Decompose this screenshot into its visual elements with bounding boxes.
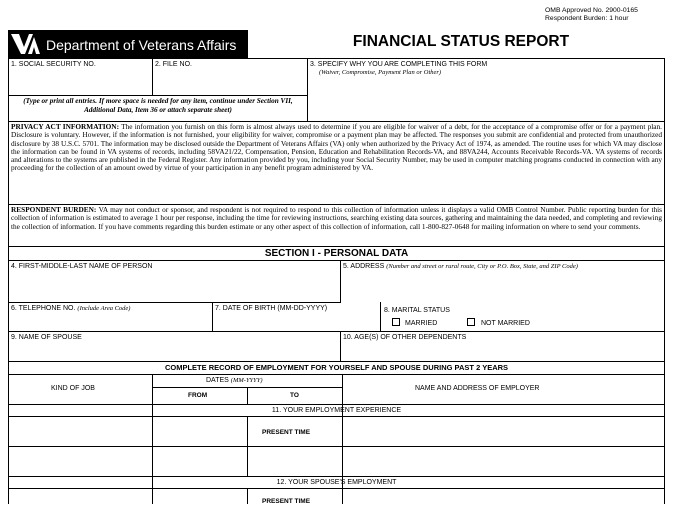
address-label-text: 5. ADDRESS [343,263,385,270]
reason-hint: (Waiver, Compromise, Payment Plan or Other) [319,69,442,76]
address-hint: (Number and street or rural route, City or P.O. Box, State, and ZIP Code) [386,263,578,270]
file-number-field[interactable] [153,70,306,94]
date-of-birth-label: 7. DATE OF BIRTH (MM-DD-YYYY) [215,305,328,312]
dependents-ages-field[interactable] [341,343,664,360]
present-time-label-1: PRESENT TIME [262,429,311,436]
dates-header [206,377,263,385]
employment-heading: COMPLETE RECORD OF EMPLOYMENT FOR YOURSELF AND SPOUSE DURING PAST 2 YEARS [164,363,509,372]
your-employment-row-2[interactable] [9,447,664,475]
privacy-act-paragraph [11,123,662,202]
to-header: TO [290,392,299,399]
not-married-label: NOT MARRIED [481,320,530,327]
spouse-employment-row-1[interactable] [9,489,664,504]
not-married-checkbox[interactable] [467,318,475,326]
file-number-label: 2. FILE NO. [155,61,192,68]
your-employment-heading: 11. YOUR EMPLOYMENT EXPERIENCE [271,407,402,414]
form-title: FINANCIAL STATUS REPORT [352,33,570,50]
telephone-field[interactable] [9,314,211,330]
instructions-note: (Type or print all entries. If more space is needed for any item, continue under Section VII, Additional Data, Item 36 or attach separate sheet) [23,97,293,114]
privacy-heading: PRIVACY ACT INFORMATION: [11,123,120,131]
full-name-label: 4. FIRST-MIDDLE-LAST NAME OF PERSON [11,263,153,270]
telephone-hint: (Include Area Code) [77,305,131,312]
kind-of-job-header: KIND OF JOB [51,385,95,392]
date-of-birth-field[interactable] [213,314,379,330]
burden-heading: RESPONDENT BURDEN: [11,206,97,214]
section-title: SECTION I - PERSONAL DATA [264,248,409,259]
marital-status-label: 8. MARITAL STATUS [384,307,450,314]
va-logo [9,31,45,57]
respondent-burden-paragraph [11,206,662,246]
ssn-label: 1. SOCIAL SECURITY NO. [11,61,96,68]
address-field[interactable] [341,272,664,301]
reason-field[interactable] [308,78,664,120]
full-name-field[interactable] [9,272,339,301]
ssn-field[interactable] [9,70,151,94]
telephone-label [11,305,130,313]
present-time-label-2: PRESENT TIME [262,498,311,505]
your-employment-row-1[interactable] [9,417,664,445]
dates-hint: (MM-YYYY) [230,377,263,384]
agency-name: Department of Veterans Affairs [46,37,237,53]
dependents-ages-label: 10. AGE(S) OF OTHER DEPENDENTS [343,334,467,341]
privacy-text: The information you furnish on this form is almost always used to determine if you are eligible for waiver of a debt, for the acceptance of a compromise offer or for a payment plan. Disclosure is voluntary. However, if the information is not furnished, your eligibility for waiver, compromise or a payment plan may be affected. The responses you submit are confidential and protected from unauthorized disclosure by 38 U.S.C. 5701. The information may be disclosed outside the Department of Veterans Affairs (VA) only when authorized by the Privacy Act of 1974, as amended. The routine uses for which VA may disclose the information can be found in VA systems of records, including 58VA21/22, Compensation, Pension, Education and Rehabilitation Records-VA, and 88VA244, Accounts Receivable Records-VA. VA systems of records and alterations to the systems are published in the Federal Register. Any information provided by you, including your Social Security Number, may be used in computer matching programs conducted in connection with any proceeding for the collection of an amount owed by virtue of your participation in any benefit program administered by VA. [11,123,662,173]
married-label: MARRIED [405,320,438,327]
spouse-name-label: 9. NAME OF SPOUSE [11,334,82,341]
telephone-label-text: 6. TELEPHONE NO. [11,305,76,312]
spouse-name-field[interactable] [9,343,339,360]
from-header: FROM [188,392,208,399]
respondent-burden-note: Respondent Burden: 1 hour [545,15,629,22]
omb-approval-number: OMB Approved No. 2900-0165 [545,7,638,14]
dates-header-text: DATES [206,377,229,384]
employer-name-address-header: NAME AND ADDRESS OF EMPLOYER [415,385,540,392]
burden-text: VA may not conduct or sponsor, and respondent is not required to respond to this collection of information unless it displays a valid OMB Control Number. Public reporting burden for this collection of information is estimated to average 1 hour per response, including the time for reviewing instructions, searching existing data sources, gathering and maintaining the data needed, and completing and reviewing the collection of information. If you have comments regarding this burden estimate or any other aspect of this collection of information, call 1-800-827-0648 for mailing information on where to send your comments. [11,206,662,231]
reason-label: 3. SPECIFY WHY YOU ARE COMPLETING THIS FORM [310,61,488,68]
address-label [343,263,578,271]
spouse-employment-heading: 12. YOUR SPOUSE'S EMPLOYMENT [276,479,397,486]
married-checkbox[interactable] [392,318,400,326]
